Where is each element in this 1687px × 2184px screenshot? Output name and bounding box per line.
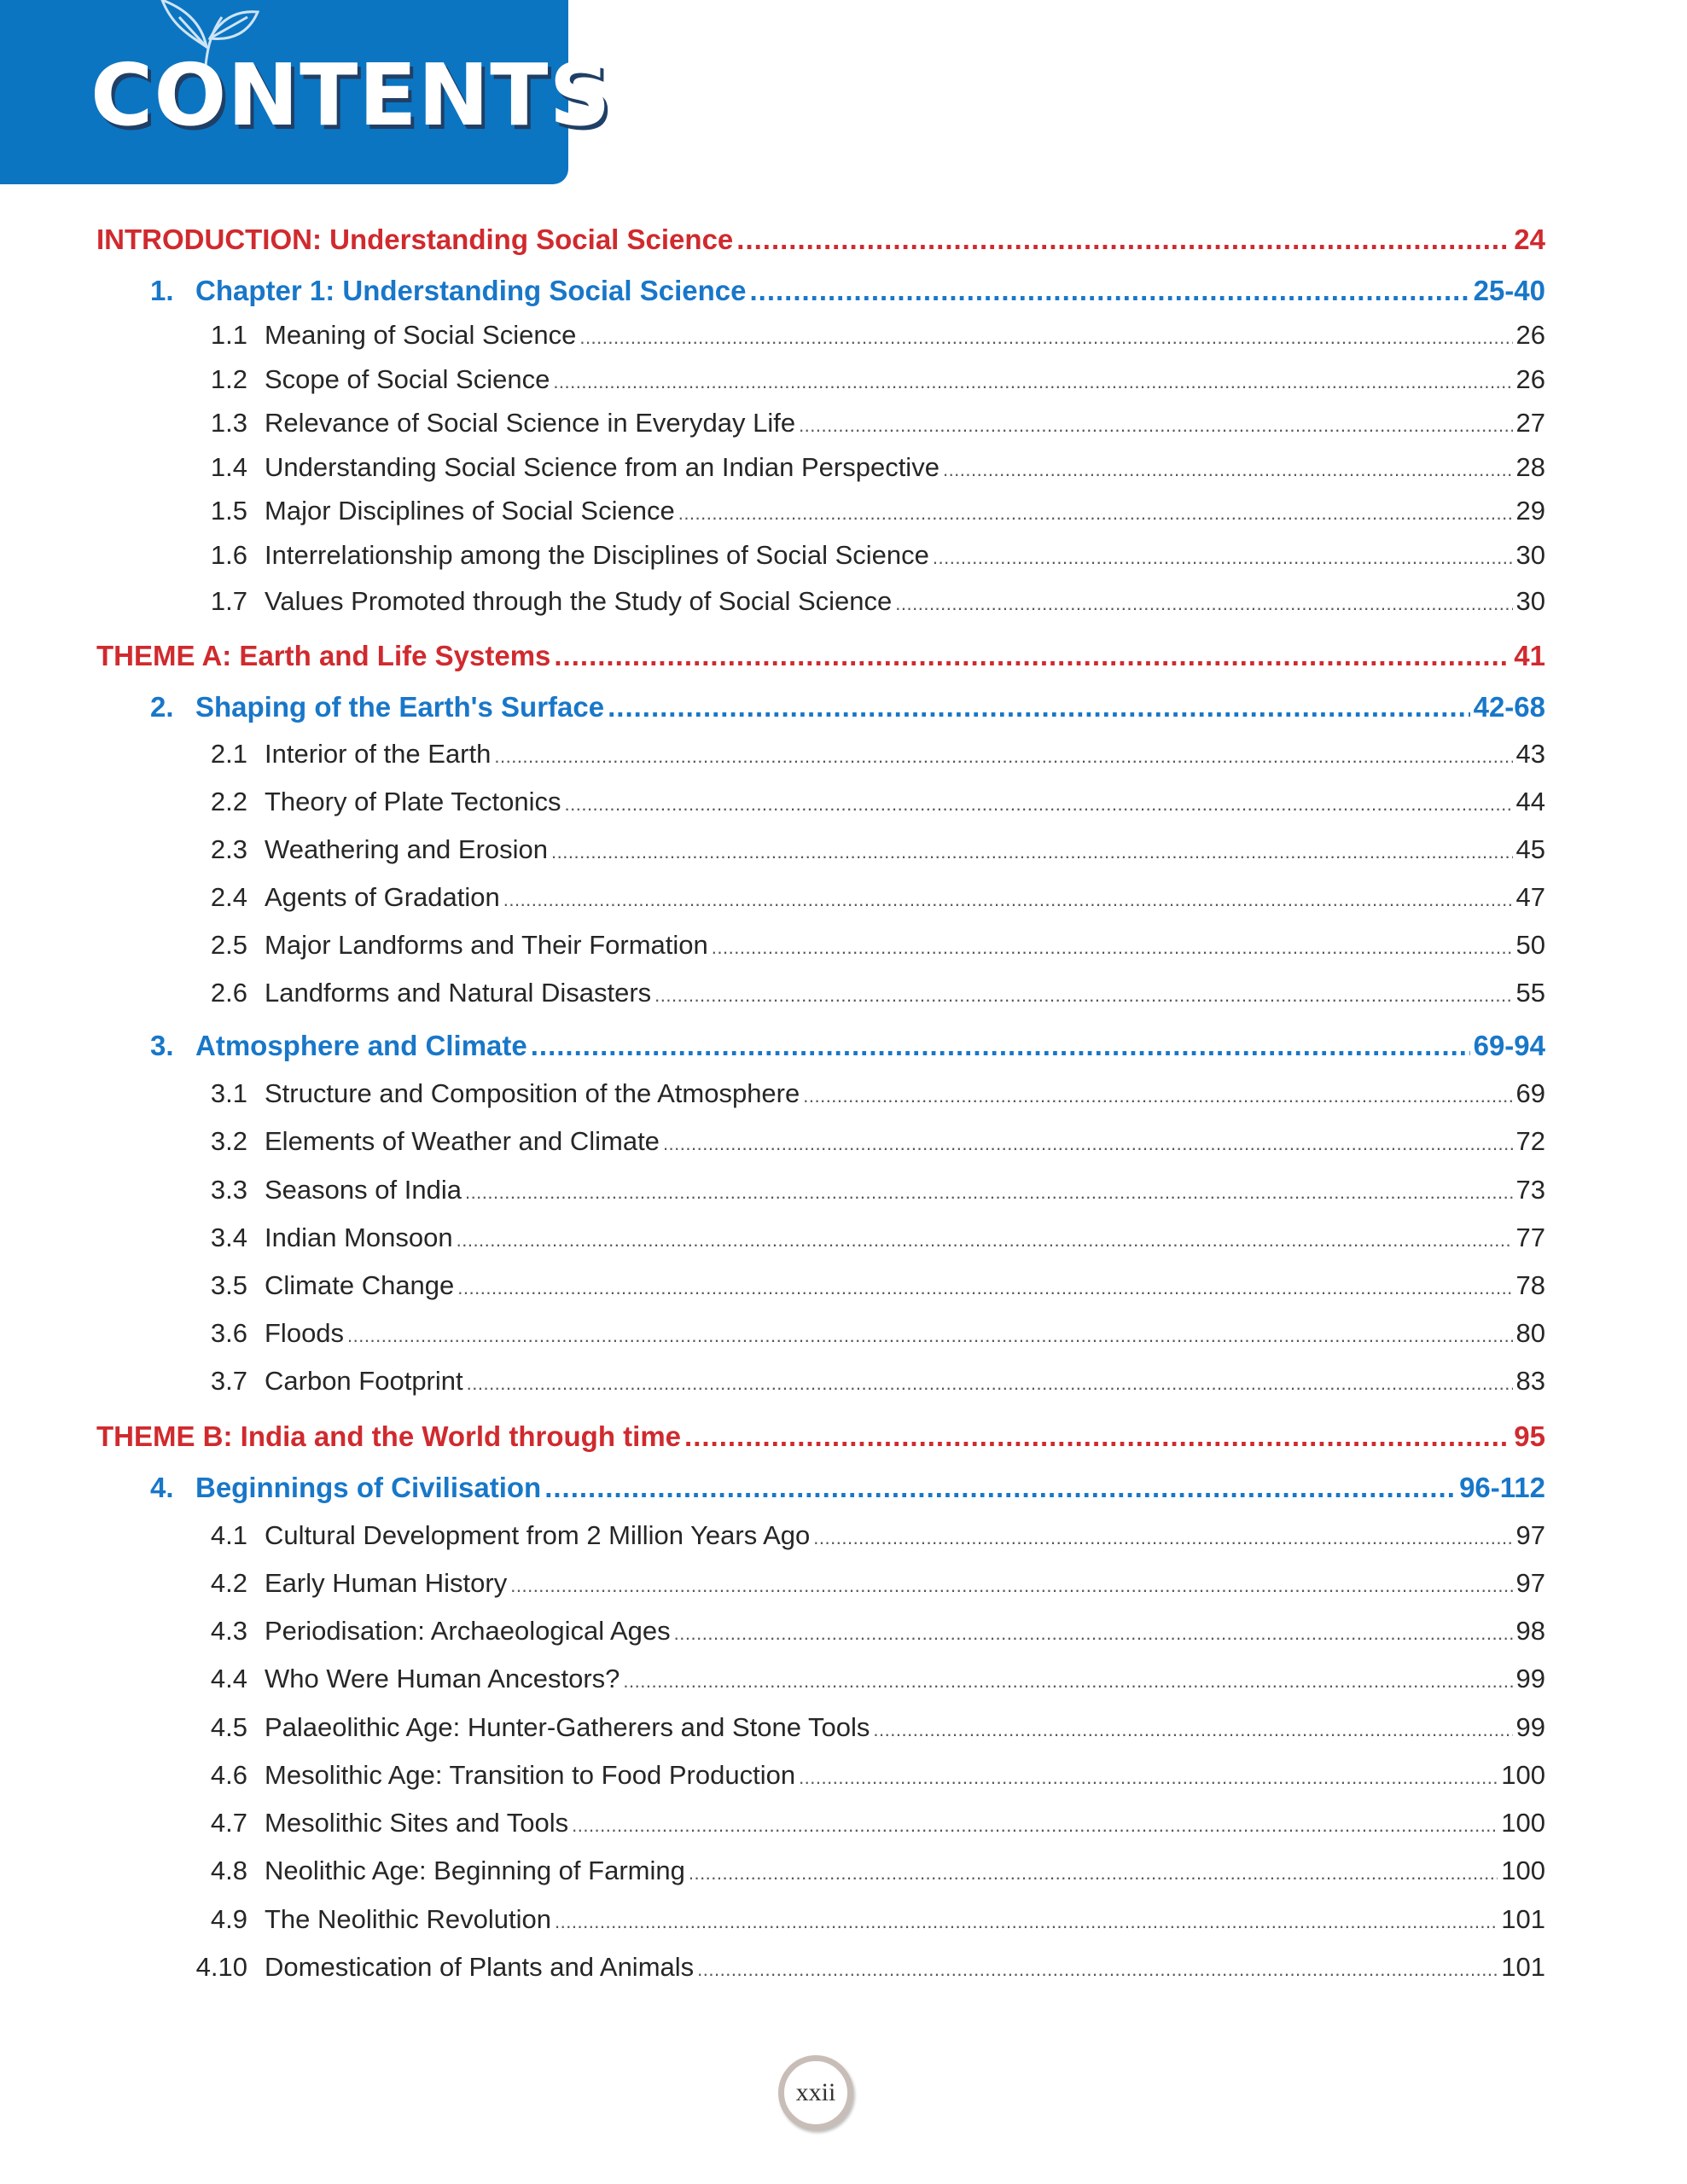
dot-leader [674,1623,1513,1645]
dot-leader [678,502,1513,525]
dot-leader [554,640,1510,672]
entry-number: 2.6 [210,978,247,1008]
entry-page: 80 [1515,1318,1545,1348]
entry-page: 101 [1501,1904,1545,1934]
section-entry [186,834,1545,865]
theme-entry [96,1420,1545,1453]
dot-leader [565,793,1513,816]
section-entry [186,930,1545,961]
entry-page: 100 [1501,1760,1545,1790]
entry-title: Understanding Social Science from an Indian Perspective [265,452,939,482]
dot-leader [347,1325,1512,1347]
entry-title: Major Landforms and Their Formation [265,930,708,960]
entry-page: 28 [1515,452,1545,482]
page-number-badge [778,2055,853,2130]
entry-number: 3.3 [210,1175,247,1205]
entry-number: 2. [150,691,174,723]
dot-leader [712,937,1513,959]
entry-page: 47 [1515,882,1545,912]
section-entry [186,1712,1545,1743]
dot-leader [813,1527,1512,1549]
dot-leader [467,1373,1513,1395]
dot-leader [799,1767,1498,1789]
entry-page: 100 [1501,1856,1545,1885]
entry-title: Beginnings of Civilisation [195,1472,542,1503]
entry-number: 3.7 [210,1366,247,1396]
entry-page: 26 [1515,364,1545,394]
entry-number: 4.3 [210,1616,247,1646]
entry-page: 100 [1501,1808,1545,1838]
entry-number: 4.7 [210,1808,247,1838]
entry-number: 1.3 [210,408,247,438]
section-entry [186,452,1545,483]
dot-leader [544,1472,1456,1504]
section-entry [186,408,1545,439]
section-entry [186,1808,1545,1838]
entry-title: Early Human History [265,1568,508,1598]
section-entry [186,1175,1545,1205]
section-entry [186,882,1545,913]
entry-page: 69 [1515,1078,1545,1108]
section-entry [186,787,1545,817]
entry-page: 95 [1514,1420,1545,1452]
section-entry [186,1078,1545,1109]
entry-number: 2.2 [210,787,247,816]
section-entry [186,1568,1545,1599]
entry-page: 25-40 [1473,275,1545,306]
dot-leader [933,547,1513,569]
entry-page: 24 [1514,224,1545,255]
entry-page: 97 [1515,1568,1545,1598]
section-entry [186,540,1545,571]
entry-number: 4.2 [210,1568,247,1598]
entry-number: 2.1 [210,739,247,769]
entry-title: Weathering and Erosion [265,834,549,864]
dot-leader [510,1575,1512,1597]
entry-page: 26 [1515,320,1545,350]
entry-title: The Neolithic Revolution [265,1904,552,1934]
section-entry [186,1318,1545,1349]
entry-number: 1.1 [210,320,247,350]
section-entry [186,1856,1545,1886]
theme-entry [96,640,1545,672]
entry-page: 77 [1515,1223,1545,1252]
section-entry [186,1223,1545,1253]
dot-leader [465,1182,1513,1204]
section-entry [186,586,1545,617]
section-entry [186,1270,1545,1301]
entry-number: 3.1 [210,1078,247,1108]
entry-page: 30 [1515,586,1545,616]
dot-leader [503,889,1513,911]
dot-leader [799,415,1512,437]
dot-leader [750,275,1470,307]
entry-page: 97 [1515,1520,1545,1550]
section-entry [186,1760,1545,1791]
entry-title: Floods [265,1318,345,1348]
entry-number: 3.4 [210,1223,247,1252]
entry-page: 50 [1515,930,1545,960]
section-entry [186,1520,1545,1551]
entry-number: 2.4 [210,882,247,912]
entry-number: 4. [150,1472,174,1503]
entry-title: Domestication of Plants and Animals [265,1952,695,1982]
entry-number: 2.3 [210,834,247,864]
entry-title: Atmosphere and Climate [195,1030,527,1061]
entry-page: 101 [1501,1952,1545,1982]
section-entry [186,1616,1545,1647]
entry-number: 1.6 [210,540,247,570]
entry-page: 96-112 [1459,1472,1545,1503]
chapter-entry [150,1030,1545,1062]
entry-title: Structure and Composition of the Atmosphere [265,1078,800,1108]
entry-title: Climate Change [265,1270,455,1300]
entry-page: 99 [1515,1664,1545,1693]
entry-title: Agents of Gradation [265,882,500,912]
entry-title: Mesolithic Sites and Tools [265,1808,569,1838]
entry-title: Landforms and Natural Disasters [265,978,652,1008]
entry-title: THEME A: Earth and Life Systems [96,640,551,671]
section-entry [186,978,1545,1008]
entry-number: 4.10 [195,1952,247,1982]
entry-title: Periodisation: Archaeological Ages [265,1616,671,1646]
section-entry [186,739,1545,770]
dot-leader [684,1420,1510,1453]
entry-number: 4.4 [210,1664,247,1693]
theme-entry [96,224,1545,256]
entry-number: 1.5 [210,496,247,526]
dot-leader [579,327,1512,349]
entry-page: 69-94 [1473,1030,1545,1061]
chapter-entry [150,1472,1545,1504]
entry-page: 29 [1515,496,1545,526]
entry-number: 4.1 [210,1520,247,1550]
entry-title: Neolithic Age: Beginning of Farming [265,1856,685,1885]
entry-number: 4.6 [210,1760,247,1790]
entry-number: 4.8 [210,1856,247,1885]
entry-number: 4.5 [210,1712,247,1742]
entry-number: 1.2 [210,364,247,394]
entry-page: 55 [1515,978,1545,1008]
entry-number: 3.6 [210,1318,247,1348]
entry-title: Cultural Development from 2 Million Years Ago [265,1520,811,1550]
section-entry [186,320,1545,351]
entry-page: 42-68 [1473,691,1545,723]
entry-page: 41 [1514,640,1545,671]
dot-leader [531,1030,1470,1062]
entry-page: 72 [1515,1126,1545,1156]
section-entry [186,496,1545,526]
entry-page: 27 [1515,408,1545,438]
page-number: xxii [795,2078,836,2106]
section-entry [186,364,1545,395]
section-entry [186,1366,1545,1397]
entry-number: 3.2 [210,1126,247,1156]
entry-number: 3.5 [210,1270,247,1300]
dot-leader [551,841,1512,863]
entry-page: 73 [1515,1175,1545,1205]
entry-title: Interior of the Earth [265,739,492,769]
entry-number: 3. [150,1030,174,1061]
entry-page: 78 [1515,1270,1545,1300]
section-entry [186,1904,1545,1935]
entry-title: Carbon Footprint [265,1366,463,1396]
entry-page: 99 [1515,1712,1545,1742]
entry-title: Shaping of the Earth's Surface [195,691,605,723]
entry-page: 43 [1515,739,1545,769]
dot-leader [943,459,1513,481]
entry-number: 1. [150,275,174,306]
entry-page: 44 [1515,787,1545,816]
entry-title: Relevance of Social Science in Everyday Life [265,408,796,438]
entry-title: Elements of Weather and Climate [265,1126,660,1156]
entry-title: Palaeolithic Age: Hunter-Gatherers and Stone Tools [265,1712,870,1742]
dot-leader [555,1911,1498,1933]
entry-title: Meaning of Social Science [265,320,577,350]
entry-number: 4.9 [210,1904,247,1934]
entry-title: INTRODUCTION: Understanding Social Science [96,224,734,255]
entry-number: 1.4 [210,452,247,482]
dot-leader [623,1670,1512,1693]
entry-number: 1.7 [210,586,247,616]
entry-page: 98 [1515,1616,1545,1646]
dot-leader [873,1719,1512,1741]
entry-title: Indian Monsoon [265,1223,453,1252]
entry-title: Theory of Plate Tectonics [265,787,561,816]
chapter-entry [150,691,1545,723]
dot-leader [663,1133,1513,1155]
dot-leader [895,593,1512,615]
entry-page: 45 [1515,834,1545,864]
entry-title: Interrelationship among the Disciplines of Social Science [265,540,929,570]
dot-leader [494,746,1512,768]
entry-title: Values Promoted through the Study of Social Science [265,586,893,616]
entry-title: Major Disciplines of Social Science [265,496,675,526]
entry-title: Chapter 1: Understanding Social Science [195,275,747,306]
section-entry [186,1664,1545,1694]
dot-leader [457,1229,1513,1252]
chapter-entry [150,275,1545,307]
entry-number: 2.5 [210,930,247,960]
dot-leader [697,1959,1498,1981]
dot-leader [654,985,1512,1007]
dot-leader [572,1815,1498,1837]
entry-page: 83 [1515,1366,1545,1396]
dot-leader [689,1862,1498,1885]
section-entry [186,1126,1545,1157]
entry-title: THEME B: India and the World through time [96,1420,682,1452]
dot-leader [457,1277,1512,1299]
entry-title: Who Were Human Ancestors? [265,1664,620,1693]
dot-leader [803,1085,1512,1107]
dot-leader [553,371,1512,393]
entry-title: Scope of Social Science [265,364,550,394]
entry-title: Seasons of India [265,1175,462,1205]
dot-leader [608,691,1469,723]
section-entry [186,1952,1545,1983]
entry-page: 30 [1515,540,1545,570]
entry-title: Mesolithic Age: Transition to Food Production [265,1760,796,1790]
page-title: CONTENTS [90,45,612,145]
dot-leader [736,224,1510,256]
